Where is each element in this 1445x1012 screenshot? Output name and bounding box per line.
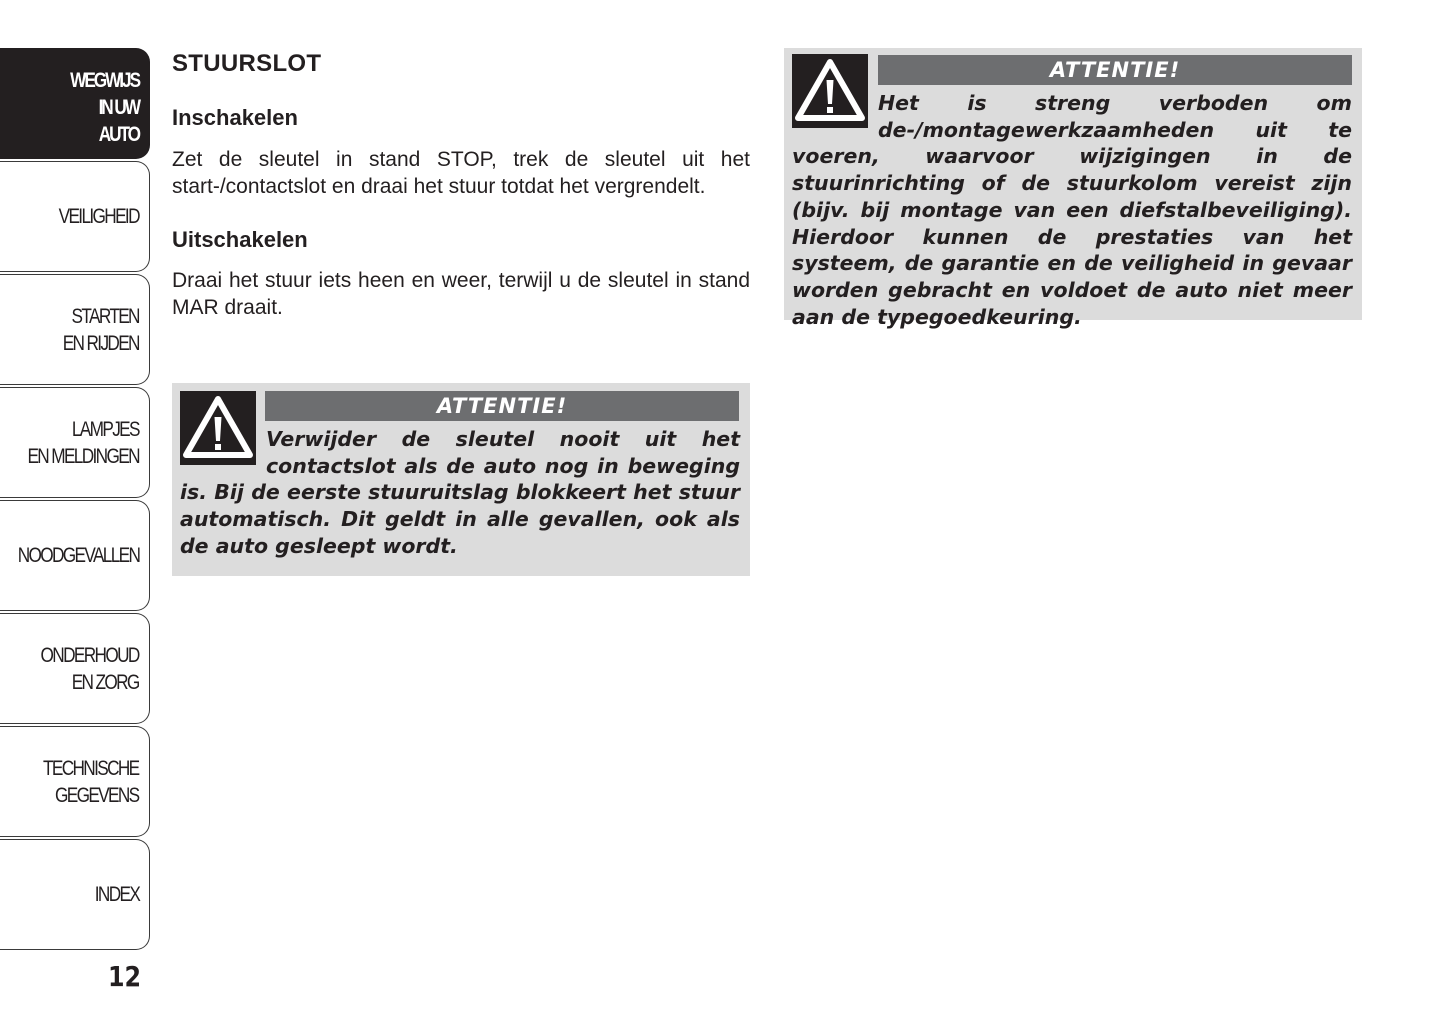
- warning-text-content: Verwijder de sleutel nooit uit het contactslot als de auto nog in beweging is. Bij de eerste stuuruitslag blokkeert het stuur automatisch. Dit geldt in alle gevallen, ook als de auto gesleept wordt.: [180, 427, 740, 558]
- tab-technische-gegevens[interactable]: [0, 726, 150, 837]
- warning-box-stuurinrichting: [784, 48, 1362, 329]
- tab-onderhoud-en-zorg[interactable]: [0, 613, 150, 724]
- warning-box-contactslot: [172, 383, 750, 576]
- tab-starten-en-rijden[interactable]: [0, 274, 150, 385]
- tab-index[interactable]: [0, 839, 150, 950]
- tab-label-line: EN MELDINGEN: [27, 444, 139, 468]
- warning-text: [180, 426, 740, 560]
- tab-label-line: EN ZORG: [72, 670, 139, 694]
- tab-label-line: INDEX: [94, 883, 139, 906]
- tab-label-line: GEGEVENS: [55, 783, 139, 807]
- heading-inschakelen: Inschakelen: [172, 105, 298, 130]
- tab-label-line: LAMPJES: [72, 417, 139, 441]
- tab-label-line: STARTEN: [71, 304, 139, 328]
- warning-header: ATTENTIE!: [878, 55, 1352, 85]
- tab-label-line: WEGWIJS: [70, 69, 139, 92]
- tab-label-line: ONDERHOUD: [40, 643, 139, 667]
- tab-wegwijs-in-uw-auto[interactable]: [0, 48, 150, 159]
- paragraph-inschakelen: Zet de sleutel in stand STOP, trek de sleutel uit het start-/contactslot en draai het stuur totdat het vergrendelt.: [172, 148, 750, 198]
- warning-text: [792, 90, 1352, 330]
- tab-label-line: IN UW: [98, 96, 139, 119]
- tab-label-line: TECHNISCHE: [43, 756, 139, 780]
- heading-uitschakelen: Uitschakelen: [172, 227, 308, 252]
- tab-label-line: EN RIJDEN: [62, 331, 139, 355]
- tab-lampjes-en-meldingen[interactable]: [0, 387, 150, 498]
- tab-label-line: VEILIGHEID: [58, 205, 139, 228]
- paragraph-uitschakelen: Draai het stuur iets heen en weer, terwijl u de sleutel in stand MAR draait.: [172, 269, 750, 319]
- tab-veiligheid[interactable]: [0, 161, 150, 272]
- tab-label-line: AUTO: [98, 123, 139, 146]
- tab-noodgevallen[interactable]: [0, 500, 150, 611]
- tab-label-line: NOODGEVALLEN: [17, 544, 139, 567]
- warning-text-content: Het is streng verboden om de-/montagewerkzaamheden uit te voeren, waarvoor wijzigingen in de stuurinrichting of de stuurkolom vereist zijn (bijv. bij montage van een diefstalbeveiliging). Hierdoor kunnen de prestaties van het systeem, de garantie en de veiligheid in gevaar worden gebracht en voldoet de auto niet meer aan de typegoedkeuring.: [792, 91, 1352, 329]
- page-number: 12: [108, 960, 142, 993]
- warning-header: ATTENTIE!: [265, 391, 739, 421]
- page-title: STUURSLOT: [172, 50, 322, 77]
